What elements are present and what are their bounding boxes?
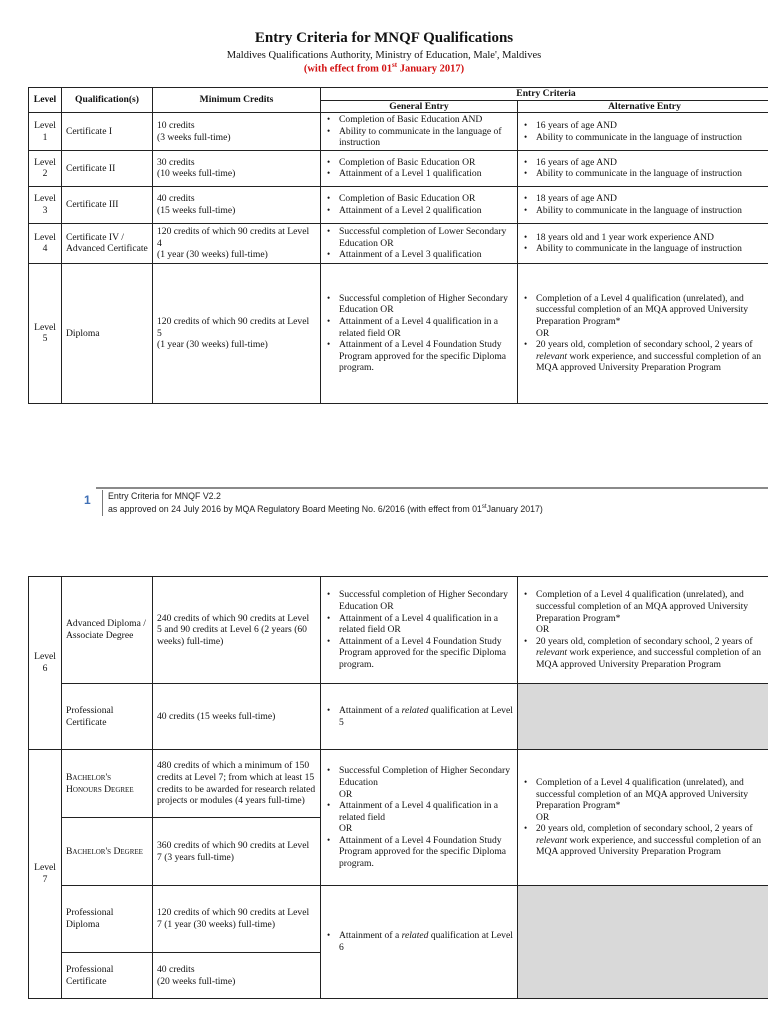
alternative-entry-cell: • Completion of a Level 4 qualification (unrelated), and successful completion of an MQA approved University Preparation Program* OR • 20 years old, completion of secondary school, 2 years of relevant work experience, and successful completion of an MQA approved University Preparation Program	[518, 577, 768, 684]
qualification-cell: Certificate IV / Advanced Certificate	[62, 223, 153, 263]
footer-text: Entry Criteria for MNQF V2.2 as approved on 24 July 2016 by MQA Regulatory Board Meeting No. 6/2016 (with effect from 01stJanuary 2017)	[108, 491, 543, 514]
table-row	[29, 113, 768, 151]
credits-cell: 360 credits of which 90 credits at Level 7 (3 years full-time)	[153, 818, 321, 886]
document-title: Entry Criteria for MNQF Qualifications	[254, 30, 514, 46]
table-row	[29, 684, 768, 750]
qualification-cell: Advanced Diploma / Associate Degree	[62, 577, 153, 684]
qualification-cell: Certificate II	[62, 150, 153, 186]
alternative-entry-cell: • 16 years of age AND • Ability to communicate in the language of instruction	[518, 150, 768, 186]
qualification-cell: Bachelor's Honours Degree	[62, 750, 153, 818]
credits-cell: 40 credits (20 weeks full-time)	[153, 953, 321, 999]
credits-cell: 120 credits of which 90 credits at Level 7 (1 year (30 weeks) full-time)	[153, 886, 321, 953]
alternative-entry-cell: • Completion of a Level 4 qualification (unrelated), and successful completion of an MQA approved University Preparation Program* OR • 20 years old, completion of secondary school, 2 years of relevant work experience, and successful completion of an MQA approved University Preparation Program	[518, 263, 768, 403]
table-row	[29, 577, 768, 684]
header-general-entry: General Entry	[321, 100, 518, 113]
qualification-cell: Certificate I	[62, 113, 153, 151]
credits-cell: 40 credits (15 weeks full-time)	[153, 684, 321, 750]
level-cell: Level 2	[29, 150, 62, 186]
qualification-cell: Professional Certificate	[62, 684, 153, 750]
general-entry-cell: • Completion of Basic Education OR • Attainment of a Level 1 qualification	[321, 150, 518, 186]
general-entry-cell: • Successful completion of Higher Secondary Education OR • Attainment of a Level 4 qualification in a related field OR • Attainment of a Level 4 Foundation Study Program approved for the specific Diploma program.	[321, 263, 518, 403]
page-number: 1	[84, 493, 91, 507]
level-cell: Level 1	[29, 113, 62, 151]
level-cell: Level 4	[29, 223, 62, 263]
header-level: Level	[29, 88, 62, 113]
qualification-cell: Professional Certificate	[62, 953, 153, 999]
credits-cell: 480 credits of which a minimum of 150 credits at Level 7; from which at least 15 credits to be awarded for research related projects or modules (4 years full-time)	[153, 750, 321, 818]
table-row	[29, 186, 768, 223]
general-entry-cell: • Completion of Basic Education AND • Ability to communicate in the language of instruction	[321, 113, 518, 151]
level-cell: Level 3	[29, 186, 62, 223]
alternative-entry-cell: • Completion of a Level 4 qualification (unrelated), and successful completion of an MQA approved University Preparation Program* OR • 20 years old, completion of secondary school, 2 years of relevant work experience, and successful completion of an MQA approved University Preparation Program	[518, 750, 768, 886]
credits-cell: 10 credits (3 weeks full-time)	[153, 113, 321, 151]
header-qualifications: Qualification(s)	[62, 88, 153, 113]
level-cell: Level 5	[29, 263, 62, 403]
credits-cell: 120 credits of which 90 credits at Level 5 (1 year (30 weeks) full-time)	[153, 263, 321, 403]
qualification-cell: Professional Diploma	[62, 886, 153, 953]
alternative-entry-cell-empty	[518, 684, 768, 750]
entry-criteria-table-2	[28, 576, 768, 999]
general-entry-cell: • Successful completion of Lower Secondary Education OR • Attainment of a Level 3 qualification	[321, 223, 518, 263]
page-footer	[84, 487, 768, 517]
alternative-entry-cell: • 18 years of age AND • Ability to communicate in the language of instruction	[518, 186, 768, 223]
entry-criteria-table-1	[28, 87, 768, 404]
credits-cell: 30 credits (10 weeks full-time)	[153, 150, 321, 186]
credits-cell: 120 credits of which 90 credits at Level 4 (1 year (30 weeks) full-time)	[153, 223, 321, 263]
table-row	[29, 886, 768, 953]
general-entry-cell: • Attainment of a related qualification at Level 5	[321, 684, 518, 750]
alternative-entry-cell: • 18 years old and 1 year work experience AND • Ability to communicate in the language of instruction	[518, 223, 768, 263]
table-row	[29, 223, 768, 263]
header-minimum-credits: Minimum Credits	[153, 88, 321, 113]
qualification-cell: Bachelor's Degree	[62, 818, 153, 886]
general-entry-cell: • Completion of Basic Education OR • Attainment of a Level 2 qualification	[321, 186, 518, 223]
table-row	[29, 750, 768, 818]
level-cell: Level 7	[29, 750, 62, 999]
alternative-entry-cell: • 16 years of age AND • Ability to communicate in the language of instruction	[518, 113, 768, 151]
qualification-cell: Certificate III	[62, 186, 153, 223]
table-row	[29, 150, 768, 186]
header-entry-criteria: Entry Criteria	[321, 88, 768, 101]
level-cell: Level 6	[29, 577, 62, 750]
general-entry-cell: • Successful Completion of Higher Secondary Education OR • Attainment of a Level 4 qualification in a related field OR • Attainment of a Level 4 Foundation Study Program approved for the specific Diploma program.	[321, 750, 518, 886]
general-entry-cell: • Attainment of a related qualification at Level 6	[321, 886, 518, 999]
alternative-entry-cell-empty	[518, 886, 768, 999]
general-entry-cell: • Successful completion of Higher Secondary Education OR • Attainment of a Level 4 qualification in a related field OR • Attainment of a Level 4 Foundation Study Program approved for the specific Diploma program.	[321, 577, 518, 684]
footer-divider	[102, 490, 103, 516]
effective-date: (with effect from 01st January 2017)	[303, 61, 465, 75]
credits-cell: 40 credits (15 weeks full-time)	[153, 186, 321, 223]
table-row	[29, 263, 768, 403]
document-subtitle: Maldives Qualifications Authority, Ministry of Education, Male', Maldives	[226, 50, 542, 61]
qualification-cell: Diploma	[62, 263, 153, 403]
header-alternative-entry: Alternative Entry	[518, 100, 768, 113]
credits-cell: 240 credits of which 90 credits at Level 5 and 90 credits at Level 6 (2 years (60 weeks) full-time)	[153, 577, 321, 684]
